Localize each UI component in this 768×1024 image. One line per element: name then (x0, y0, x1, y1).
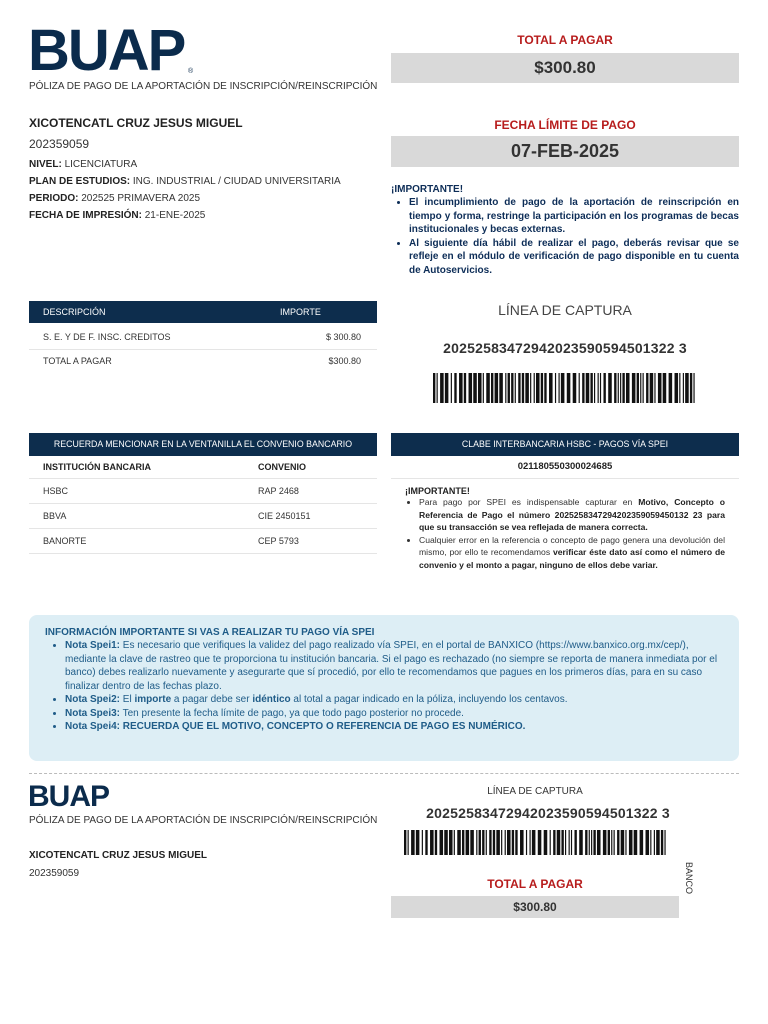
col-header-descripcion: DESCRIPCIÓN (43, 307, 106, 317)
barcode-bar (499, 373, 503, 403)
barcode-bar (557, 830, 561, 855)
barcode-bar (445, 373, 449, 403)
barcode-bar (526, 830, 527, 855)
spei-note-3: • Nota Spei3: Ten presente la fecha límite de pago, ya que todo pago posterior no procede. (65, 707, 723, 721)
barcode-bar (529, 830, 530, 855)
barcode-bar (637, 373, 639, 403)
convenio-title: RECUERDA MENCIONAR EN LA VENTANILLA EL CONVENIO BANCARIO (29, 433, 377, 456)
barcode-bar (550, 830, 551, 855)
barcode-bar (511, 373, 513, 403)
barcode-bar (574, 830, 576, 855)
student-name: XICOTENCATL CRUZ JESUS MIGUEL (29, 116, 243, 130)
barcode-bar (534, 373, 535, 403)
bank-convenio: CEP 5793 (257, 528, 377, 553)
barcode-bar (454, 830, 455, 855)
fecha-impresion-row: FECHA DE IMPRESIÓN: 21-ENE-2025 (29, 210, 206, 221)
spei-info-title: INFORMACIÓN IMPORTANTE SI VAS A REALIZAR TU PAGO VÍA SPEI (45, 627, 375, 638)
stub-total-amount: $300.80 (391, 896, 679, 918)
stub-student-name: XICOTENCATL CRUZ JESUS MIGUEL (29, 850, 207, 861)
barcode-bar (582, 373, 584, 403)
barcode-bar (603, 373, 605, 403)
barcode-bar (454, 373, 456, 403)
barcode-bar (505, 373, 506, 403)
barcode-bar (685, 373, 689, 403)
barcode-bar (650, 373, 654, 403)
total-label: TOTAL A PAGAR (517, 33, 613, 47)
bank-convenio: CIE 2450151 (257, 503, 377, 528)
barcode-bar (444, 830, 448, 855)
captura-label: LÍNEA DE CAPTURA (498, 302, 632, 318)
important-item: • El incumplimiento de pago de la aportación de reinscripción en tiempo y forma, restringe la participación en los programas de becas institucionales y becas externas. (409, 196, 739, 237)
barcode-bar (600, 373, 601, 403)
concepts-table (29, 301, 377, 373)
clabe-note: • Para pago por SPEI es indispensable capturar en Motivo, Concepto o Referencia de Pago el número 2025258347294202359059450132 23 para que su transacción se vea reflejada de manera correcta. (419, 496, 725, 534)
barcode-bar (622, 373, 624, 403)
barcode-bar (585, 830, 587, 855)
cut-line (29, 773, 739, 774)
barcode-bar (508, 373, 510, 403)
barcode-bar (522, 373, 524, 403)
spei-note-2: • Nota Spei2: El importe a pagar debe ser idéntico al total a pagar indicado en la póliza, incluyendo los centavos. (65, 693, 723, 707)
table-row (29, 349, 377, 373)
barcode-bar (404, 830, 406, 855)
barcode-bar (569, 830, 570, 855)
barcode-bar (640, 830, 644, 855)
barcode-bar (496, 830, 500, 855)
concept-desc: S. E. Y DE F. INSC. CREDITOS (29, 323, 280, 349)
total-amount: $300.80 (391, 53, 739, 83)
barcode-bar (663, 373, 667, 403)
table-row (29, 528, 377, 553)
barcode-bar (544, 830, 548, 855)
barcode-bar (634, 830, 638, 855)
barcode-bar (579, 373, 580, 403)
bank-name: HSBC (29, 478, 257, 503)
barcode-bar (669, 373, 673, 403)
barcode-bar (486, 830, 487, 855)
stub-total-label: TOTAL A PAGAR (487, 877, 583, 891)
barcode-bar (538, 830, 542, 855)
barcode-bar (476, 830, 477, 855)
barcode-bar (525, 373, 529, 403)
barcode-bar (515, 830, 517, 855)
barcode-bar (459, 373, 463, 403)
captura-number: 20252583472942023590594501322 3 (443, 340, 687, 356)
barcode-bar (555, 373, 556, 403)
barcode-bar (437, 373, 438, 403)
barcode-bar (679, 373, 680, 403)
barcode-bar (425, 830, 427, 855)
clabe-block (391, 433, 739, 571)
barcode-bar (661, 830, 663, 855)
barcode-bar (618, 373, 619, 403)
convenio-table (29, 433, 377, 554)
barcode-bar (518, 373, 520, 403)
barcode-bar (482, 830, 484, 855)
barcode-bar (693, 373, 694, 403)
barcode-bar (690, 373, 692, 403)
barcode-bar (643, 373, 644, 403)
barcode-top (433, 373, 697, 403)
barcode-bar (646, 830, 650, 855)
concept-total-amount: $300.80 (328, 356, 361, 367)
table-row (29, 323, 377, 349)
col-header-importe: IMPORTE (280, 307, 321, 317)
barcode-bar (486, 373, 490, 403)
clabe-note: • Cualquier error en la referencia o concepto de pago genera una devolución del mismo, por ello te recomendamos verificar éste dato así como el número de convenio y el monto a pagar, ninguno de ellos debe variar. (419, 534, 725, 572)
barcode-bar (462, 830, 464, 855)
periodo-row: PERIODO: 202525 PRIMAVERA 2025 (29, 193, 201, 204)
barcode-bar (620, 373, 621, 403)
barcode-bar (501, 830, 502, 855)
barcode-bar (654, 830, 655, 855)
barcode-bar (430, 830, 434, 855)
barcode-bar (658, 373, 662, 403)
barcode-bar (625, 830, 626, 855)
spei-note-1: • Nota Spei1: Es necesario que verifiques la validez del pago realizado vía SPEI, en el portal de BANXICO (https://www.banxico.org.mx/cep/), mediante la clave de rastreo que te proporciona tu institución bancaria. Si el pago es rechazado (no siempre se reporta de manera inmediata por el banco) debes realizarlo nuevamente y asegurarte que sí procedió, por ello te recomendamos que pagues en los primeros días, para en su caso finalizar dentro de las fechas plazo. (65, 639, 723, 693)
barcode-bar (565, 830, 566, 855)
barcode-bar (614, 373, 616, 403)
registered-mark: ® (188, 68, 194, 75)
fecha-limite-date: 07-FEB-2025 (391, 136, 739, 167)
concept-amount: $ 300.80 (280, 323, 377, 349)
barcode-bar (489, 830, 491, 855)
barcode-bar (466, 830, 470, 855)
barcode-bar (544, 373, 546, 403)
barcode-bar (440, 830, 444, 855)
barcode-bar (553, 830, 555, 855)
stub-captura-label: LÍNEA DE CAPTURA (487, 786, 583, 797)
barcode-bar (594, 373, 595, 403)
col-header-convenio: CONVENIO (257, 456, 377, 478)
important-item: • Al siguiente día hábil de realizar el pago, deberás revisar que se refleje en el módulo de verificación de pago disponible en tu cuenta de Autoservicios. (409, 237, 739, 278)
barcode-bar (664, 830, 665, 855)
stub-subtitle: PÓLIZA DE PAGO DE LA APORTACIÓN DE INSCRIPCIÓN/REINSCRIPCIÓN (29, 815, 378, 826)
barcode-bar (608, 373, 612, 403)
barcode-bar (515, 373, 516, 403)
barcode-bar (530, 373, 531, 403)
fecha-limite-label: FECHA LÍMITE DE PAGO (494, 118, 636, 132)
barcode-bar (433, 373, 435, 403)
barcode-bar (505, 830, 506, 855)
bank-name: BANORTE (29, 528, 257, 553)
stub-student-id: 202359059 (29, 868, 80, 879)
barcode-bar (478, 373, 482, 403)
buap-logo-stub: BUAP (28, 780, 110, 813)
barcode-bar (654, 373, 655, 403)
barcode-bar (603, 830, 607, 855)
barcode-bottom (404, 830, 668, 855)
barcode-bar (608, 830, 610, 855)
clabe-important-title: ¡IMPORTANTE! (405, 486, 470, 496)
barcode-bar (579, 830, 583, 855)
barcode-bar (536, 373, 540, 403)
barcode-bar (440, 373, 444, 403)
barcode-bar (646, 373, 648, 403)
barcode-bar (464, 373, 466, 403)
bank-convenio: RAP 2468 (257, 478, 377, 503)
barcode-bar (479, 830, 481, 855)
clabe-title: CLABE INTERBANCARIA HSBC - PAGOS VÍA SPEI (391, 433, 739, 456)
important-notice (391, 184, 739, 277)
barcode-bar (597, 830, 601, 855)
barcode-bar (590, 373, 592, 403)
important-title: ¡IMPORTANTE! (391, 184, 464, 195)
barcode-bar (640, 373, 641, 403)
barcode-bar (656, 830, 660, 855)
barcode-bar (598, 373, 599, 403)
barcode-bar (617, 830, 619, 855)
barcode-bar (589, 830, 590, 855)
barcode-bar (469, 373, 473, 403)
barcode-bar (483, 373, 484, 403)
col-header-institucion: INSTITUCIÓN BANCARIA (29, 456, 257, 478)
barcode-bar (561, 830, 563, 855)
policy-subtitle: PÓLIZA DE PAGO DE LA APORTACIÓN DE INSCRIPCIÓN/REINSCRIPCIÓN (29, 81, 378, 92)
student-id: 202359059 (29, 137, 90, 151)
clabe-number: 021180550300024685 (391, 456, 739, 479)
barcode-bar (626, 373, 630, 403)
barcode-bar (650, 830, 651, 855)
stub-vertical-label: BANCO (684, 862, 694, 895)
barcode-bar (558, 373, 559, 403)
barcode-bar (451, 373, 452, 403)
barcode-bar (621, 830, 625, 855)
barcode-bar (541, 373, 543, 403)
stub-captura-number: 20252583472942023590594501322 3 (426, 805, 670, 821)
student-details (29, 156, 379, 224)
barcode-bar (614, 830, 615, 855)
barcode-bar (416, 830, 420, 855)
barcode-bar (632, 373, 636, 403)
barcode-bar (611, 830, 612, 855)
barcode-bar (408, 830, 409, 855)
barcode-bar (435, 830, 437, 855)
barcode-bar (473, 373, 477, 403)
barcode-bar (567, 373, 571, 403)
spei-note-4: • Nota Spei4: RECUERDA QUE EL MOTIVO, CONCEPTO O REFERENCIA DE PAGO ES NUMÉRICO. (65, 720, 723, 734)
buap-logo: BUAP (28, 18, 185, 83)
bank-name: BBVA (29, 503, 257, 528)
barcode-bar (573, 373, 577, 403)
plan-row: PLAN DE ESTUDIOS: ING. INDUSTRIAL / CIUDAD UNIVERSITARIA (29, 176, 341, 187)
barcode-bar (457, 830, 461, 855)
nivel-row: NIVEL: LICENCIATURA (29, 159, 138, 170)
table-row (29, 478, 377, 503)
barcode-bar (561, 373, 565, 403)
barcode-bar (532, 830, 536, 855)
concept-total-label: TOTAL A PAGAR (43, 356, 112, 367)
barcode-bar (449, 830, 453, 855)
barcode-bar (491, 373, 493, 403)
barcode-bar (507, 830, 511, 855)
table-row (29, 503, 377, 528)
barcode-bar (470, 830, 474, 855)
barcode-bar (593, 830, 595, 855)
barcode-bar (512, 830, 514, 855)
barcode-bar (683, 373, 684, 403)
barcode-bar (411, 830, 415, 855)
barcode-bar (591, 830, 592, 855)
barcode-bar (629, 830, 633, 855)
spei-info-box (29, 615, 739, 761)
barcode-bar (422, 830, 423, 855)
barcode-bar (493, 830, 495, 855)
barcode-bar (571, 830, 572, 855)
barcode-bar (520, 830, 524, 855)
barcode-bar (549, 373, 553, 403)
barcode-bar (586, 373, 590, 403)
barcode-bar (495, 373, 499, 403)
barcode-bar (675, 373, 679, 403)
